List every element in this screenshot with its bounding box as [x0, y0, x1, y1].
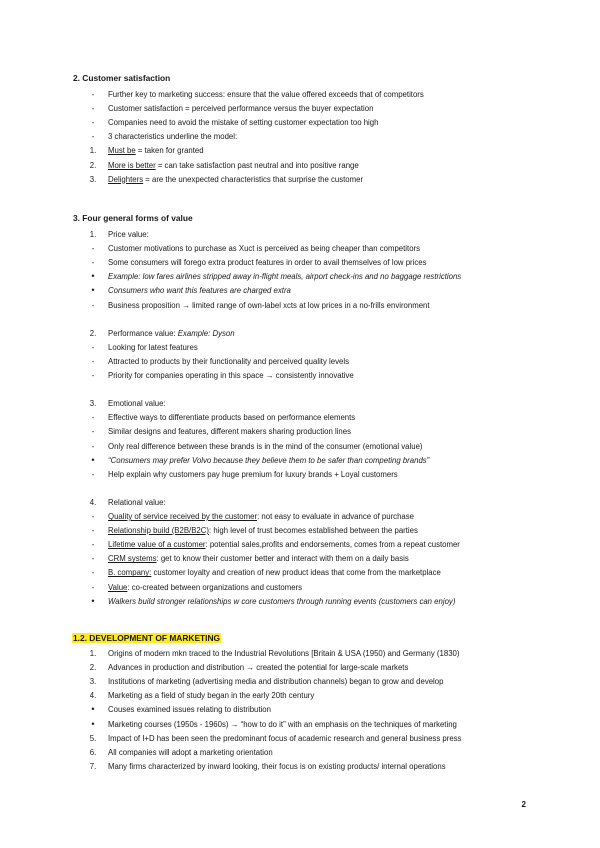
list-number: 3. [89, 399, 97, 409]
list-number: 6. [89, 747, 97, 757]
list-item-text [108, 414, 355, 422]
list-item [0, 718, 600, 735]
text-run: B. company: [108, 568, 152, 578]
section-heading: 2. Customer satisfaction [73, 73, 171, 83]
list-item-text [108, 133, 237, 141]
list-number: 3. [89, 677, 97, 687]
text-run: Lifetime value of a customer [108, 540, 206, 550]
list-item [0, 358, 600, 372]
text-run: = taken for granted [135, 146, 204, 156]
list-item [0, 119, 600, 133]
list-item [0, 147, 600, 161]
text-run: Marketing courses (1950s - 1960s) → “how to do it” with an emphasis on the techniques of marketing [108, 719, 457, 729]
text-run: Relationship build (B2B/B2C) [108, 526, 209, 536]
list-item-text [108, 147, 204, 155]
section-heading: 1.2. DEVELOPMENT OF MARKETING [73, 633, 221, 643]
list-item-text [108, 541, 460, 549]
list-item-text [108, 584, 302, 592]
list-item-text [108, 569, 441, 577]
text-run: = are the unexpected characteristics that surprise the customer [143, 174, 364, 184]
dash-marker: - [91, 118, 95, 128]
dash-marker: - [91, 427, 95, 437]
list-item [0, 763, 600, 777]
text-run: Relational value: [108, 497, 166, 507]
text-run: More is better [108, 160, 156, 170]
dash-marker: - [91, 244, 95, 254]
text-run: Emotional value: [108, 399, 166, 409]
text-run: “Consumers may prefer Volvo because they believe them to be safer than competing brands” [108, 455, 430, 465]
list-item-text [108, 119, 378, 127]
text-run: Example: Dyson [177, 328, 235, 338]
text-run: Must be [108, 146, 136, 156]
text-run: Further key to marketing success: ensure that the value offered exceeds that of competitors [108, 90, 424, 99]
list-item [0, 176, 600, 190]
text-run: Help explain why customers pay huge premium for luxury brands + Loyal customers [108, 469, 398, 479]
dash-marker: - [91, 342, 95, 352]
list-item-text [108, 471, 398, 479]
text-run: Business proposition → limited range of own-label xcts at low prices in a no-frills environment [108, 300, 430, 310]
list-item-text [108, 428, 351, 436]
text-run: Effective ways to differentiate products based on performance elements [108, 413, 356, 423]
text-run: Companies need to avoid the mistake of setting customer expectation too high [108, 118, 379, 128]
list-item [0, 245, 600, 259]
dash-marker: - [91, 413, 95, 423]
list-item [0, 400, 600, 414]
list-item [0, 287, 600, 301]
list-item-text [108, 358, 349, 366]
text-run: All companies will adopt a marketing orientation [108, 747, 273, 757]
list-number: 1. [89, 649, 97, 658]
dash-marker: - [91, 132, 95, 142]
text-run: customer loyalty and creation of new product ideas that come from the marketplace [151, 568, 441, 578]
list-number: 5. [89, 733, 97, 743]
text-run: Customer satisfaction = perceived performance versus the buyer expectation [108, 104, 374, 114]
text-run: Attracted to products by their functionality and perceived quality levels [108, 356, 349, 366]
dash-marker: - [91, 512, 95, 521]
list-item [0, 330, 600, 344]
text-run: Quality of service received by the customer [108, 512, 258, 521]
list-item-text [108, 330, 235, 338]
list-item [0, 595, 600, 612]
list-item [0, 735, 600, 749]
list-item-text [108, 162, 359, 170]
list-item [0, 527, 600, 541]
bullet-icon: • [91, 454, 95, 465]
list-number: 1. [89, 146, 97, 156]
list-item-text [108, 527, 418, 535]
list-item-text [108, 259, 427, 267]
list-item [0, 513, 600, 527]
text-run: Only real difference between these brands is in the mind of the consumer (emotional value) [108, 441, 423, 451]
text-run: 3 characteristics underline the model: [108, 132, 238, 142]
bullet-icon: • [91, 718, 95, 729]
list-item-text [108, 678, 443, 686]
text-run: Price value: [108, 230, 149, 239]
bullet-icon: • [91, 271, 95, 282]
list-item [0, 706, 600, 720]
text-run: Marketing as a field of study began in the early 20th century [108, 691, 315, 701]
list-item-text [108, 372, 354, 380]
list-item-text [108, 457, 429, 465]
list-item [0, 273, 600, 287]
list-item-text [108, 400, 166, 408]
dash-marker: - [91, 540, 95, 550]
text-run: Customer motivations to purchase as Xuct is perceived as being cheaper than competitors [108, 244, 421, 254]
list-item-text [108, 287, 291, 295]
bullet-icon: • [91, 285, 95, 296]
text-run: Looking for latest features [108, 342, 198, 352]
section-heading: 3. Four general forms of value [73, 213, 193, 223]
list-item-text [108, 443, 423, 451]
list-number: 2. [89, 160, 97, 170]
text-run: Couses examined issues relating to distribution [108, 705, 271, 715]
list-item-text [108, 650, 459, 658]
text-run: = can take satisfaction past neutral and into positive range [155, 160, 359, 170]
dash-marker: - [91, 104, 95, 114]
list-item-text [108, 735, 461, 743]
list-number: 2. [89, 663, 97, 673]
dash-marker: - [91, 526, 95, 536]
text-run: Priority for companies operating in this space → consistently innovative [108, 371, 354, 380]
bullet-icon: • [91, 595, 95, 606]
list-number: 4. [89, 691, 97, 701]
dash-marker: - [91, 356, 95, 366]
dash-marker: - [91, 469, 95, 479]
list-number: 2. [89, 328, 97, 338]
text-run: Impact of I+D has been seen the predominant focus of academic research and general business press [108, 733, 462, 743]
list-item [0, 414, 600, 428]
text-run: Delighters [108, 174, 144, 184]
text-run: Some consumers will forego extra product features in order to avail themselves of low prices [108, 258, 427, 268]
list-item [0, 428, 600, 442]
list-number: 4. [89, 497, 97, 507]
list-item-text [108, 91, 424, 99]
list-item-text [108, 513, 414, 521]
list-item-text [108, 721, 457, 729]
dash-marker: - [91, 568, 95, 578]
list-item-text [108, 664, 408, 672]
text-run: Walkers build stronger relationships w core customers through running events (customers can enjoy) [108, 596, 456, 606]
text-run: Similar designs and features, different makers sharing production lines [108, 427, 351, 437]
text-run: CRM systems [108, 554, 157, 564]
list-item-text [108, 598, 455, 606]
dash-marker: - [91, 371, 95, 380]
text-run: Value [108, 582, 128, 592]
page-number: 2 [521, 800, 526, 809]
list-item [0, 541, 600, 555]
bullet-icon: • [91, 704, 95, 715]
list-item [0, 91, 600, 105]
list-item-text [108, 692, 314, 700]
list-item [0, 749, 600, 763]
list-item [0, 555, 600, 569]
text-run: Institutions of marketing (advertising media and distribution channels) began to grow and develop [108, 677, 444, 687]
text-run: : not easy to evaluate in advance of purchase [257, 512, 414, 521]
list-item [0, 372, 600, 386]
list-item-text [108, 176, 363, 184]
list-item [0, 454, 600, 471]
list-item-text [108, 105, 373, 113]
list-item-text [108, 763, 446, 771]
list-number: 7. [89, 761, 97, 771]
dash-marker: - [91, 90, 95, 99]
list-item [0, 471, 600, 485]
dash-marker: - [91, 441, 95, 451]
list-item-text [108, 344, 198, 352]
list-item [0, 584, 600, 598]
list-item [0, 692, 600, 706]
text-run: : co-created between organizations and customers [127, 582, 303, 592]
dash-marker: - [91, 554, 95, 564]
text-run: Example: low fares airlines stripped away in-flight meals, airport check-ins and no baggage restrictions [108, 272, 462, 282]
list-item [0, 664, 600, 678]
list-item [0, 259, 600, 273]
list-number: 1. [89, 230, 97, 239]
list-item [0, 650, 600, 664]
list-item-text [108, 302, 430, 310]
text-run: : get to know their customer better and interact with them on a daily basis [156, 554, 409, 564]
list-item-text [108, 499, 166, 507]
list-item [0, 344, 600, 358]
text-run: Consumers who want this features are charged extra [108, 286, 291, 296]
text-run: Origins of modern mkn traced to the Industrial Revolutions [Britain & USA (1950) and Germany (1830) [108, 649, 460, 658]
dash-marker: - [91, 300, 95, 310]
list-item [0, 302, 600, 316]
text-run: : high level of trust becomes established between the parties [208, 526, 418, 536]
list-item [0, 569, 600, 583]
list-item-text [108, 273, 461, 281]
list-item [0, 443, 600, 457]
list-item [0, 162, 600, 176]
list-item-text [108, 231, 149, 239]
list-number: 3. [89, 174, 97, 184]
list-item-text [108, 555, 409, 563]
text-run: Many firms characterized by inward looking, their focus is on existing products/ internal operations [108, 761, 446, 771]
text-run: Advances in production and distribution → created the potential for large-scale markets [108, 663, 409, 673]
list-item [0, 231, 600, 245]
text-run: : potential sales,profits and endorsements, comes from a repeat customer [205, 540, 460, 550]
list-item [0, 133, 600, 147]
list-item-text [108, 706, 271, 714]
text-run: Performance value: [108, 328, 178, 338]
list-item [0, 499, 600, 513]
list-item [0, 678, 600, 692]
list-item [0, 105, 600, 119]
list-item-text [108, 749, 273, 757]
dash-marker: - [91, 582, 95, 592]
dash-marker: - [91, 258, 95, 268]
list-item-text [108, 245, 420, 253]
